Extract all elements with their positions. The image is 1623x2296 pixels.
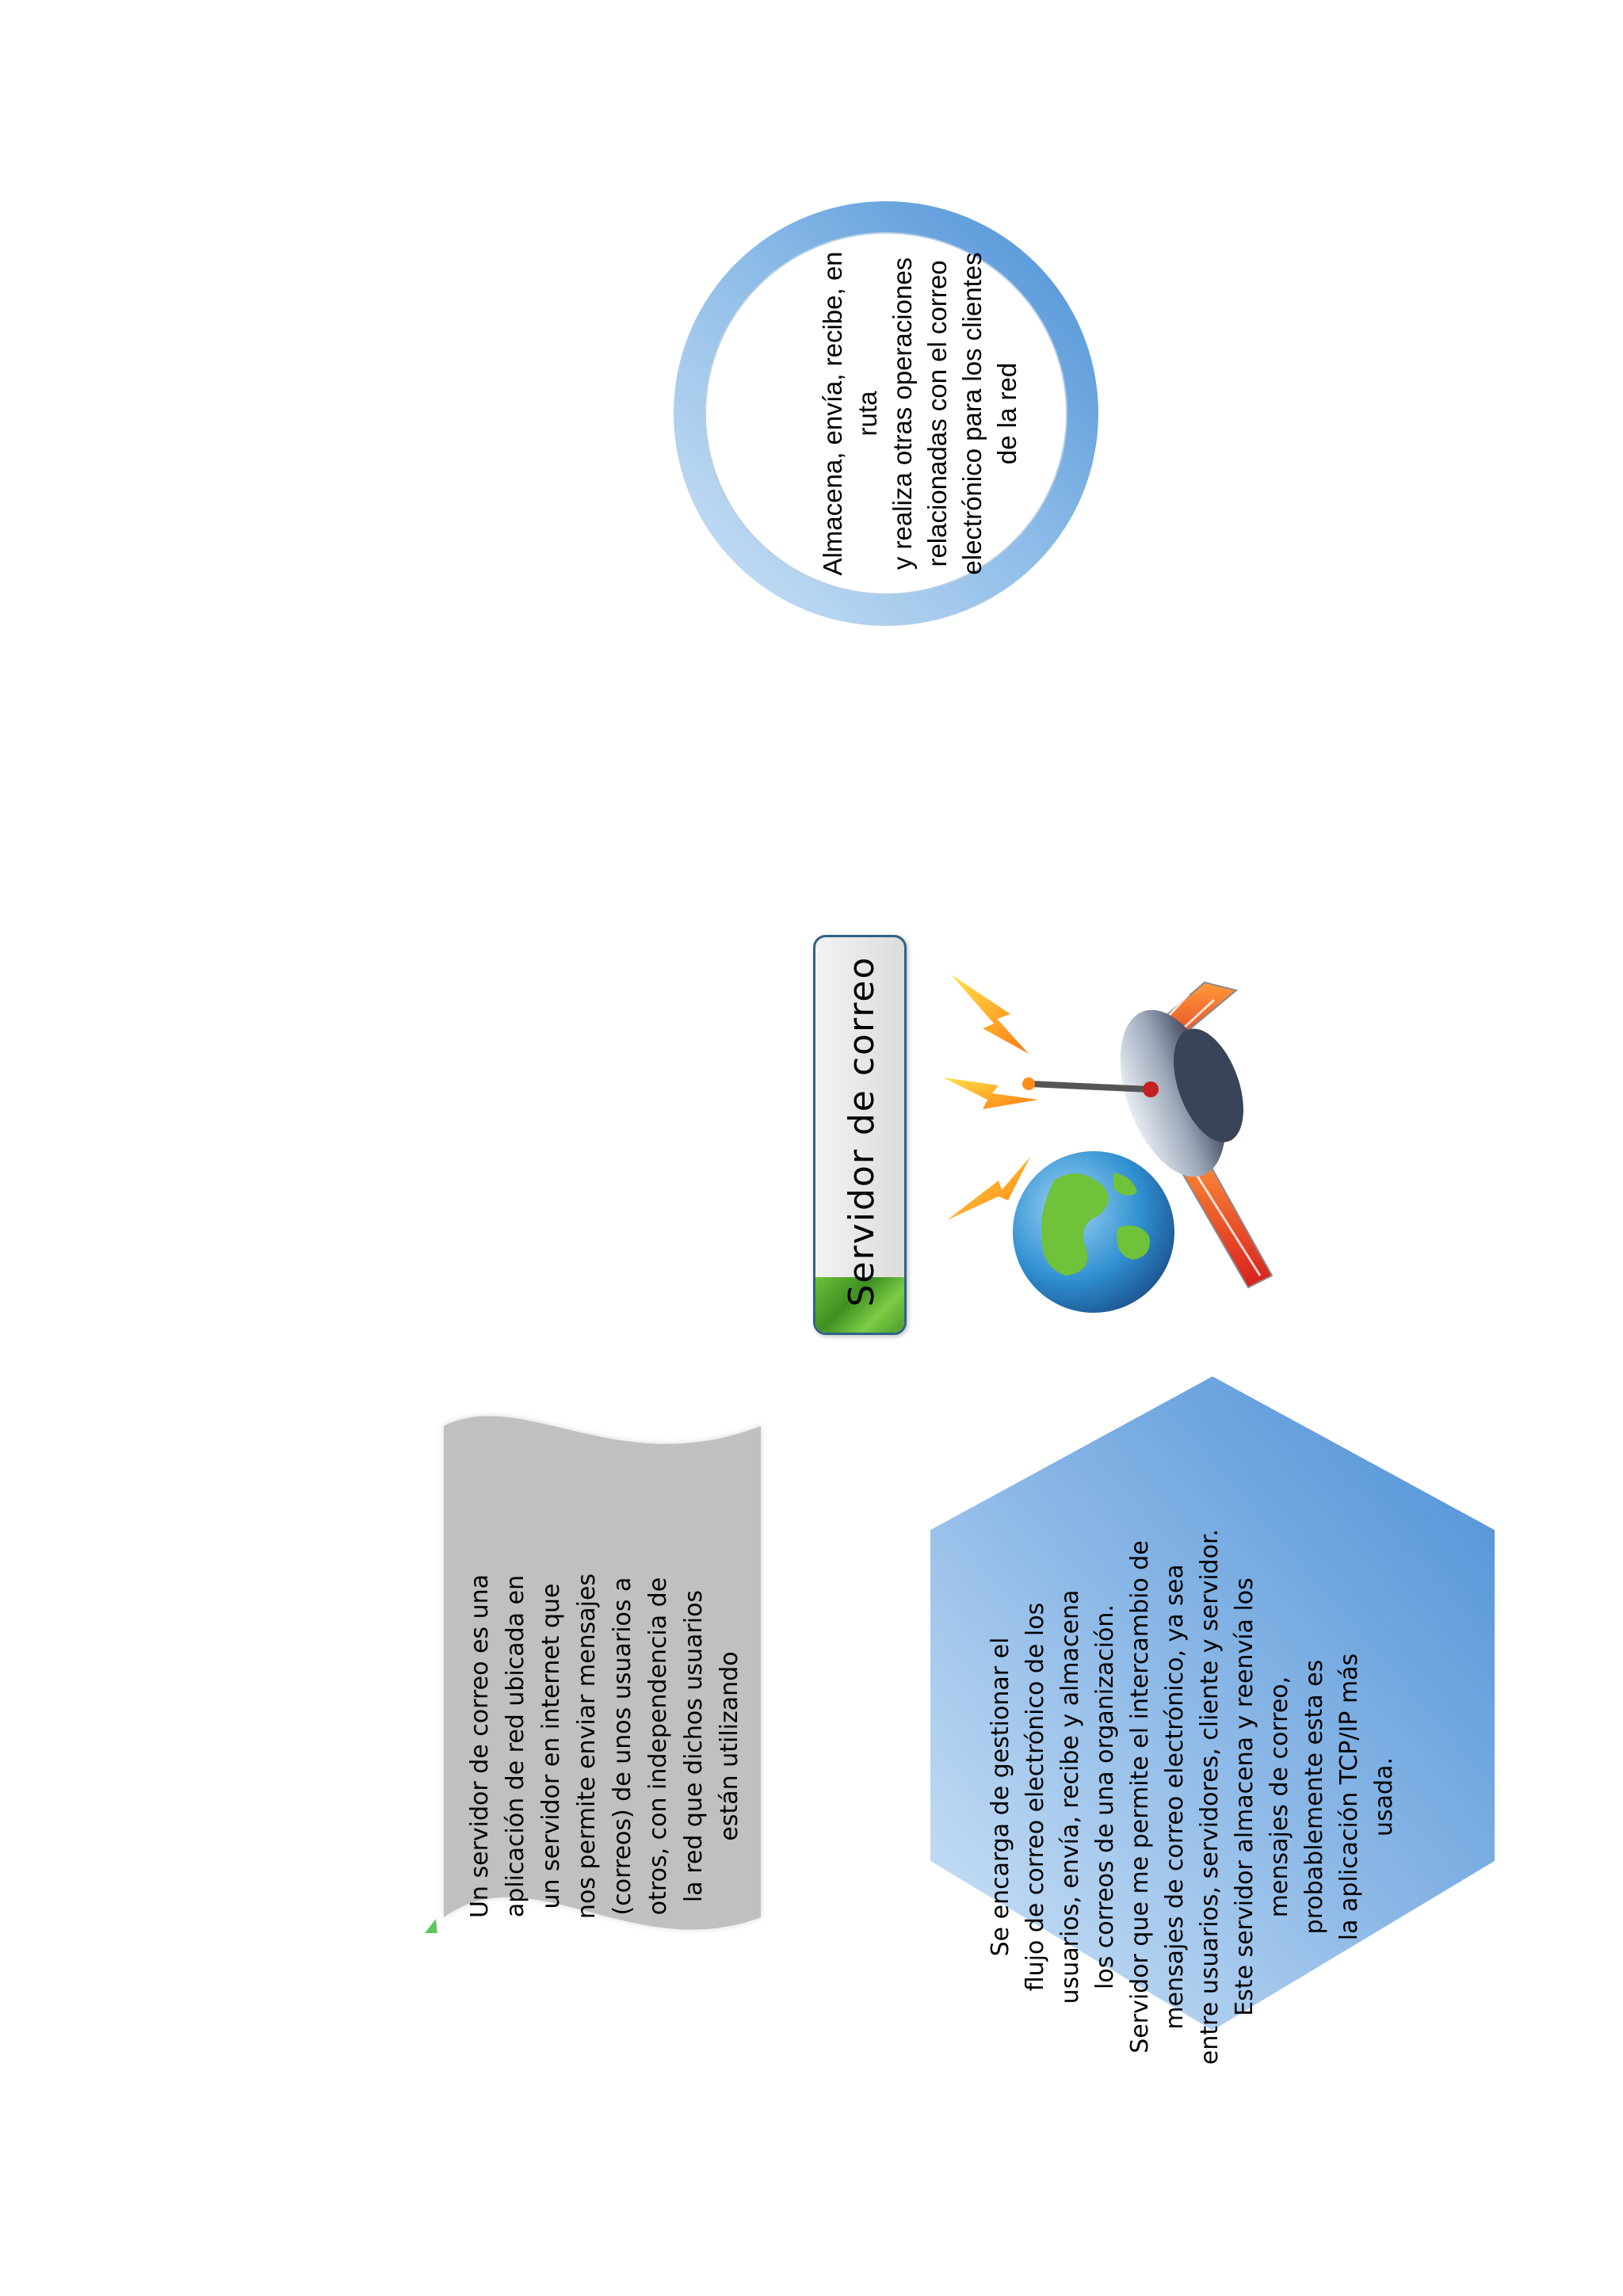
circle-line: electrónico para los clientes [957, 252, 987, 575]
lightning-icon [943, 974, 1038, 1220]
definition-text [462, 1493, 747, 2000]
definition-line: aplicación de red ubicada en [502, 1574, 529, 1918]
definition-line: Un servidor de correo es una [466, 1573, 494, 1919]
description-line: flujo de correo electrónico de los [1022, 1602, 1049, 1992]
definition-line: la red que dichos usuarios [680, 1589, 708, 1903]
circle-description [815, 223, 1022, 604]
circle-line: de la red [992, 362, 1022, 465]
description-line: Este servidor almacena y reenvía los [1231, 1577, 1258, 2016]
description-line: mensajes de correo, [1266, 1676, 1293, 1918]
earth-icon [1013, 1151, 1174, 1313]
description-line: Se encarga de gestionar el [987, 1637, 1014, 1957]
definition-line: están utilizando [716, 1651, 743, 1841]
satellite-illustration [935, 959, 1284, 1323]
definition-line: otros, con independencia de [644, 1577, 672, 1916]
circle-line: relacionadas con el correo [922, 260, 952, 567]
circle-line: ruta [853, 391, 882, 437]
description-line: probablemente esta es [1300, 1659, 1328, 1935]
definition-line: nos permite enviar mensajes [573, 1573, 601, 1920]
description-line: entre usuarios, servidores, cliente y servidor. [1196, 1528, 1224, 2065]
circle-line: Almacena, envía, recibe, en [818, 251, 847, 576]
page-title: Servidor de correo [842, 955, 882, 1307]
description-line: usuarios, envía, recibe y almacena [1056, 1589, 1084, 2004]
description-line: usada. [1370, 1757, 1398, 1836]
definition-line: (correos) de unos usuarios a [609, 1577, 636, 1916]
description-line: mensajes de correo electrónico, ya sea [1161, 1564, 1189, 2030]
description-text [983, 1480, 1398, 2114]
circle-line: y realiza otras operaciones [888, 257, 917, 570]
description-line: Servidor que me permite el intercambio de [1126, 1540, 1154, 2054]
definition-line: un servidor en internet que [537, 1583, 565, 1909]
description-line: los correos de una organización. [1091, 1604, 1119, 1989]
description-line: la aplicación TCP/IP más [1335, 1653, 1363, 1941]
